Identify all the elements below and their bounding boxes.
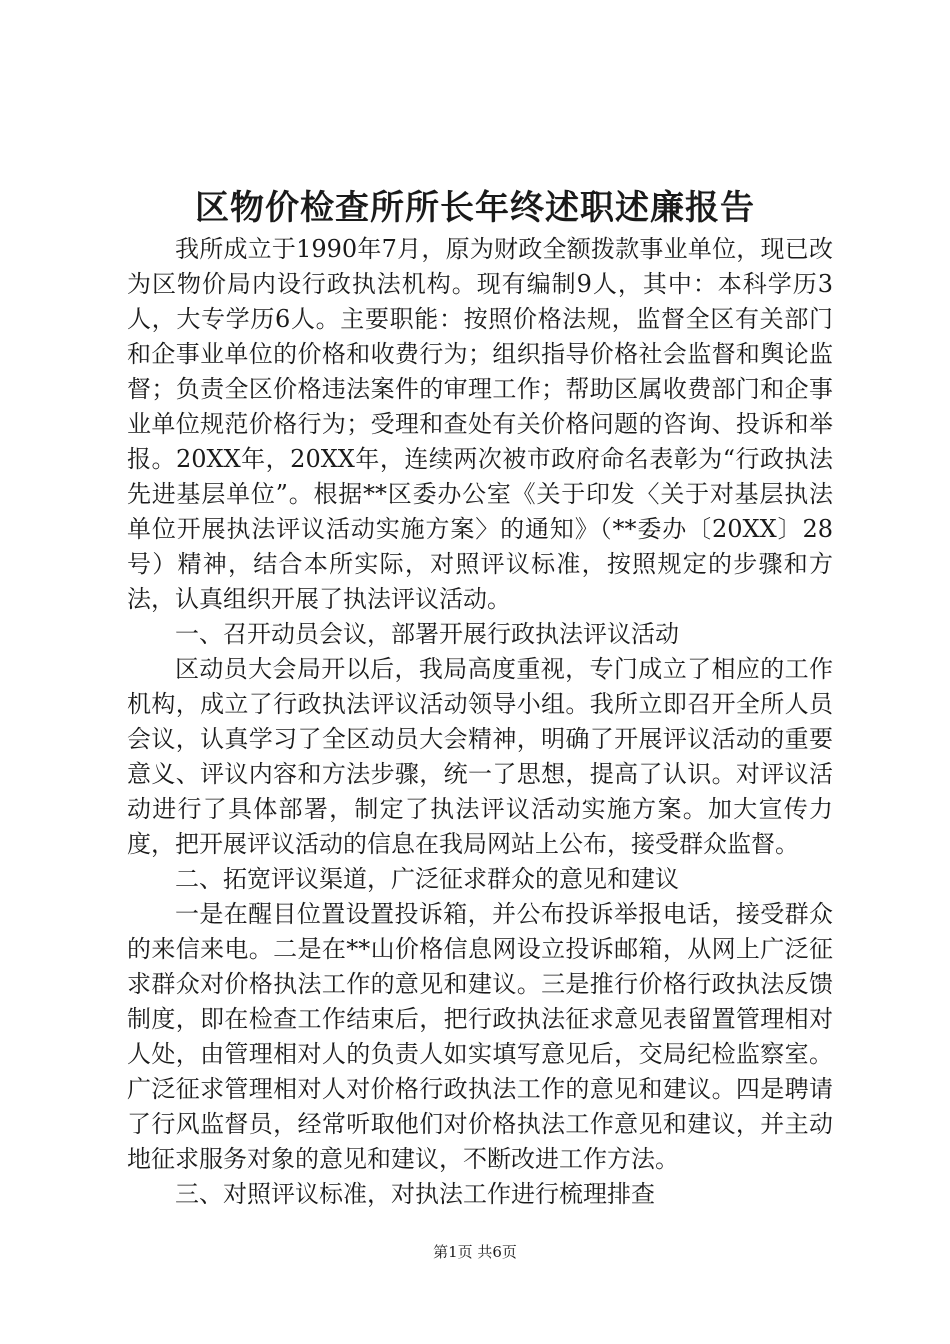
section-heading-1: 一、召开动员会议，部署开展行政执法评议活动 — [175, 620, 679, 648]
paragraph-section-1: 区动员大会局开以后，我局高度重视，专门成立了相应的工作机构，成立了行政执法评议活动领导小组。我所立即召开全所人员会议，认真学习了全区动员大会精神，明确了开展评议活动的重要意义、评议内容和方法步骤，统一了思想，提高了认识。对评议活动进行了具体部署，制定了执法评议活动实施方案。加大宣传力度，把开展评议活动的信息在我局网站上公布，接受群众监督。 — [127, 655, 833, 858]
page-footer: 第1页 共6页 — [433, 1243, 517, 1261]
paragraph-section-2: 一是在醒目位置设置投诉箱，并公布投诉举报电话，接受群众的来信来电。二是在**山价格信息网设立投诉邮箱，从网上广泛征求群众对价格执法工作的意见和建议。三是推行价格行政执法反馈制度，即在检查工作结束后，把行政执法征求意见表留置管理相对人处，由管理相对人的负责人如实填写意见后，交局纪检监察室。广泛征求管理相对人对价格行政执法工作的意见和建议。四是聘请了行风监督员，经常听取他们对价格执法工作意见和建议，并主动地征求服务对象的意见和建议，不断改进工作方法。 — [127, 900, 833, 1173]
document-title: 区物价检查所所长年终述职述廉报告 — [195, 188, 755, 228]
section-heading-2: 二、拓宽评议渠道，广泛征求群众的意见和建议 — [175, 865, 679, 893]
paragraph-intro: 我所成立于1990年7月，原为财政全额拨款事业单位，现已改为区物价局内设行政执法机构。现有编制9人，其中：本科学历3人，大专学历6人。主要职能：按照价格法规，监督全区有关部门和企事业单位的价格和收费行为；组织指导价格社会监督和舆论监督；负责全区价格违法案件的审理工作；帮助区属收费部门和企事业单位规范价格行为；受理和查处有关价格问题的咨询、投诉和举报。20XX年，20XX年，连续两次被市政府命名表彰为“行政执法先进基层单位”。根据**区委办公室《关于印发〈关于对基层执法单位开展执法评议活动实施方案〉的通知》（**委办〔20XX〕28号）精神，结合本所实际，对照评议标准，按照规定的步骤和方法，认真组织开展了执法评议活动。 — [127, 235, 833, 613]
document-body — [127, 232, 833, 1212]
section-heading-3: 三、对照评议标准，对执法工作进行梳理排查 — [175, 1180, 655, 1208]
